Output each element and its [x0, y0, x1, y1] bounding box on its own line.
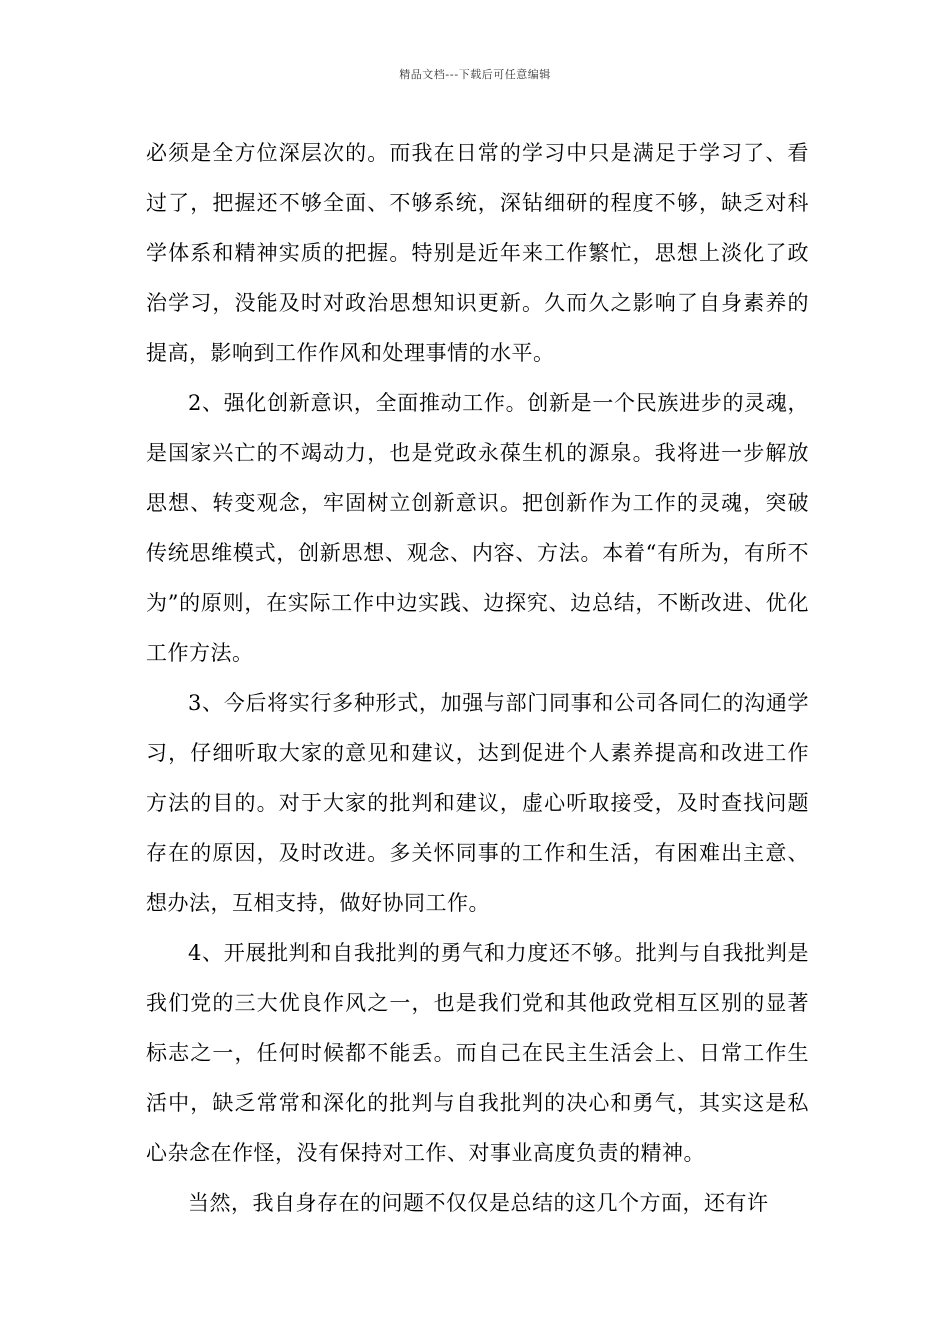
paragraph-item-4: 4、开展批判和自我批判的勇气和力度还不够。批判与自我批判是我们党的三大优良作风之一，也是我们党和其他政党相互区别的显著标志之一，任何时候都不能丢。而自己在民主生活会上、日常工作生活中，缺乏常常和深化的批判与自我批判的决心和勇气，其实这是私心杂念在作怪，没有保持对工作、对事业高度负责的精神。 [146, 941, 809, 1165]
paragraph-item-2: 2、强化创新意识，全面推动工作。创新是一个民族进步的灵魂，是国家兴亡的不竭动力，也是党政永葆生机的源泉。我将进一步解放思想、转变观念，牢固树立创新意识。把创新作为工作的灵魂，突破传统思维模式，创新思想、观念、内容、方法。本着“有所为，有所不为”的原则，在实际工作中边实践、边探究、边总结，不断改进、优化工作方法。 [146, 391, 809, 665]
page-header: 精品文档---下载后可任意编辑 [399, 68, 551, 81]
paragraph-item-3: 3、今后将实行多种形式，加强与部门同事和公司各同仁的沟通学习，仔细听取大家的意见和建议，达到促进个人素养提高和改进工作方法的目的。对于大家的批判和建议，虚心听取接受，及时查找问题存在的原因，及时改进。多关怀同事的工作和生活，有困难出主意、想办法，互相支持，做好协同工作。 [146, 691, 809, 915]
paragraph-closing: 当然，我自身存在的问题不仅仅是总结的这几个方面，还有许 [188, 1191, 769, 1215]
paragraph-continuation: 必须是全方位深层次的。而我在日常的学习中只是满足于学习了、看过了，把握还不够全面、不够系统，深钻细研的程度不够，缺乏对科学体系和精神实质的把握。特别是近年来工作繁忙，思想上淡化了政治学习，没能及时对政治思想知识更新。久而久之影响了自身素养的提高，影响到工作作风和处理事情的水平。 [146, 141, 809, 365]
document-body [146, 128, 809, 1228]
